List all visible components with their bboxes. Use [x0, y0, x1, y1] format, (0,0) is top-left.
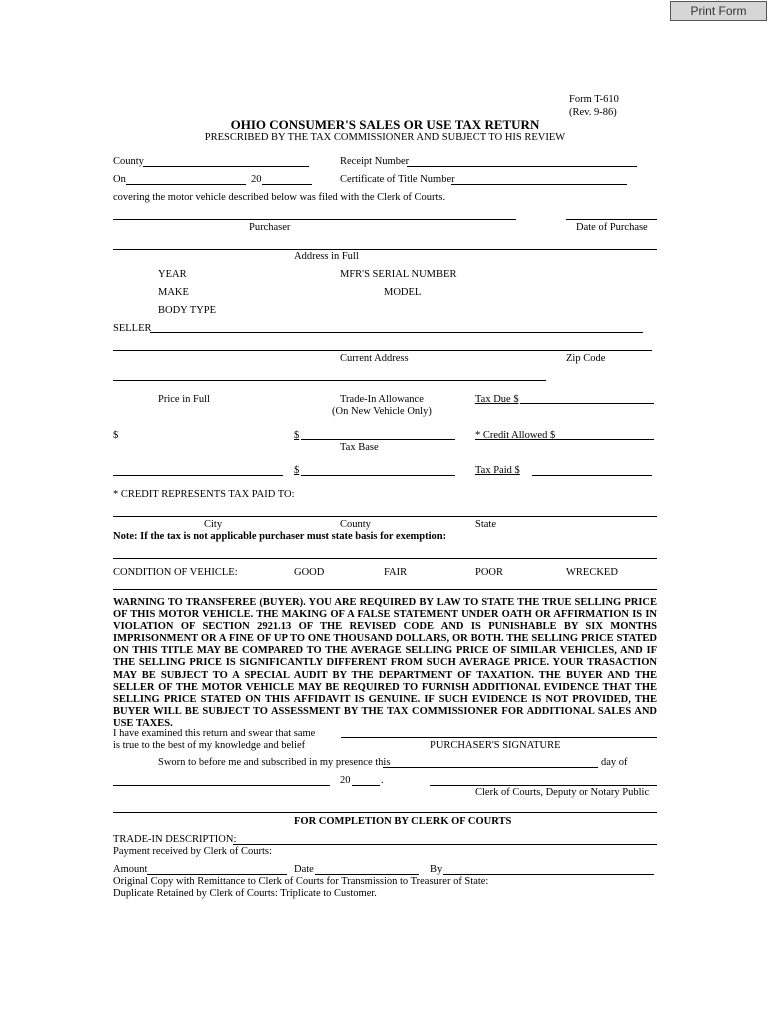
receipt-number-field[interactable]	[407, 166, 637, 167]
form-number: Form T-610	[569, 94, 619, 105]
clerk-label: Clerk of Courts, Deputy or Notary Public	[475, 787, 650, 798]
condition-label: CONDITION OF VEHICLE:	[113, 567, 238, 578]
sworn-month-field[interactable]	[113, 785, 330, 786]
on-date-field[interactable]	[126, 184, 246, 185]
on-label: On	[113, 174, 126, 185]
by-label: By	[430, 864, 443, 875]
tax-base-dollar-sign: $	[294, 465, 300, 476]
credit-allowed-label: * Credit Allowed $	[475, 430, 556, 441]
condition-fair[interactable]: FAIR	[384, 567, 408, 578]
address-label: Address in Full	[294, 251, 359, 262]
clerk-section-heading: FOR COMPLETION BY CLERK OF COURTS	[294, 816, 512, 827]
form-revision: (Rev. 9-86)	[569, 107, 617, 118]
sworn-text: Sworn to before me and subscribed in my presence this	[158, 757, 391, 768]
page-title: OHIO CONSUMER'S SALES OR USE TAX RETURN	[230, 117, 540, 132]
warning-text: WARNING TO TRANSFEREE (BUYER). YOU ARE REQUIRED BY LAW TO STATE THE TRUE SELLING PRICE OF THIS MOTOR VEHICLE. THE MAKING OF A FALSE STATEMENT UNDER OATH OR AFFIRMATION IS IN VIOLATION OF SECTION 2921.13 OF THE REVISED CODE AND IS PUNISHABLE BY SIX MONTHS IMPRISONMENT OR A FINE OF UP TO ONE THOUSAND DOLLARS, OR BOTH. THE SELLING PRICE STATED ON THIS TITLE MAY BE COMPARED TO THE AVERAGE SELLING PRICE OF SIMILAR VEHICLES, AND IF THE SELLING PRICE IS SIGNIFICANTLY DIFFERENT FROM SUCH AVERAGE PRICE. YOUR TRASACTION MAY BE SUBJECT TO A SPECIAL AUDIT BY THE DEPARTMENT OF TAXATION. THE BUYER AND THE SELLER OF THE MOTOR VEHICLE MAY BE REQUIRED TO FURNISH ADDITIONAL EVIDENCE THAT THE SELLING PRICE STATED ON THIS AFFIDAVIT IS GENUINE. IF SUCH EVIDENCE IS NOT PROVIDED, THE BUYER WILL BE SUBJECT TO ASSESSMENT BY THE TAX COMMISSIONER FOR ADDITIONAL SALES AND USE TAXES.	[113, 597, 657, 729]
amount-field[interactable]	[147, 874, 287, 875]
new-vehicle-label: (On New Vehicle Only)	[332, 406, 432, 417]
state-label: State	[475, 519, 496, 530]
sworn-day-field[interactable]	[383, 767, 598, 768]
tax-paid-label: Tax Paid $	[475, 465, 520, 476]
address-field[interactable]	[113, 249, 657, 250]
day-of-label: day of	[601, 757, 628, 768]
divider-2	[113, 812, 657, 813]
payment-received-label: Payment received by Clerk of Courts:	[113, 846, 272, 857]
condition-good[interactable]: GOOD	[294, 567, 325, 578]
tax-due-label: Tax Due $	[475, 394, 519, 405]
covering-text: covering the motor vehicle described below was filed with the Clerk of Courts.	[113, 192, 446, 203]
year-20-label: 20	[251, 174, 262, 185]
seller-field[interactable]	[150, 332, 643, 333]
year-field[interactable]	[262, 184, 312, 185]
sworn-20-label: 20	[340, 775, 351, 786]
seller-address-line[interactable]	[113, 380, 546, 381]
city-label: City	[204, 519, 223, 530]
print-form-button[interactable]: Print Form	[670, 1, 767, 21]
credit-note: * CREDIT REPRESENTS TAX PAID TO:	[113, 489, 295, 500]
condition-wrecked[interactable]: WRECKED	[566, 567, 618, 578]
certificate-field[interactable]	[451, 184, 627, 185]
county-field[interactable]	[143, 166, 309, 167]
exemption-note: Note: If the tax is not applicable purchaser must state basis for exemption:	[113, 531, 447, 542]
date-of-purchase-field[interactable]	[566, 219, 657, 220]
by-field[interactable]	[443, 874, 654, 875]
purchaser-field[interactable]	[113, 219, 516, 220]
clerk-signature-field[interactable]	[430, 785, 657, 786]
trade-in-description-label: TRADE-IN DESCRIPTION:	[113, 834, 237, 845]
tax-base-label: Tax Base	[340, 442, 379, 453]
tax-paid-to-field[interactable]	[113, 516, 657, 517]
model-label: MODEL	[384, 287, 422, 298]
current-address-label: Current Address	[340, 353, 409, 364]
date-of-purchase-label: Date of Purchase	[576, 222, 648, 233]
receipt-number-label: Receipt Number	[340, 156, 410, 167]
date-label: Date	[294, 864, 314, 875]
body-type-label: BODY TYPE	[158, 305, 217, 316]
duplicate-copy-text: Duplicate Retained by Clerk of Courts: Triplicate to Customer.	[113, 888, 377, 899]
credit-allowed-field[interactable]	[554, 439, 654, 440]
price-in-full-field[interactable]	[113, 475, 283, 476]
date-field[interactable]	[315, 874, 419, 875]
oath-line-2: is true to the best of my knowledge and belief	[113, 740, 306, 751]
trade-in-dollar-sign: $	[294, 430, 300, 441]
tax-base-field[interactable]	[301, 475, 455, 476]
sworn-year-field[interactable]	[352, 785, 380, 786]
signature-label: PURCHASER'S SIGNATURE	[430, 740, 561, 751]
purchaser-label: Purchaser	[249, 222, 291, 233]
tax-paid-field[interactable]	[532, 475, 652, 476]
serial-number-label: MFR'S SERIAL NUMBER	[340, 269, 457, 280]
county-location-label: County	[340, 519, 371, 530]
condition-poor[interactable]: POOR	[475, 567, 504, 578]
zip-code-label: Zip Code	[566, 353, 606, 364]
period: .	[381, 775, 384, 786]
seller-label: SELLER	[113, 323, 152, 334]
trade-in-description-field[interactable]	[233, 844, 657, 845]
trade-in-field[interactable]	[301, 439, 455, 440]
trade-in-label: Trade-In Allowance	[340, 394, 424, 405]
price-in-full-label: Price in Full	[158, 394, 210, 405]
signature-field[interactable]	[341, 737, 657, 738]
amount-label: Amount	[113, 864, 148, 875]
current-address-field[interactable]	[113, 350, 652, 351]
divider	[113, 589, 657, 590]
tax-due-field[interactable]	[520, 403, 654, 404]
price-dollar-sign: $	[113, 430, 119, 441]
make-label: MAKE	[158, 287, 189, 298]
year-label: YEAR	[158, 269, 187, 280]
certificate-label: Certificate of Title Number	[340, 174, 455, 185]
oath-line-1: I have examined this return and swear that same	[113, 728, 316, 739]
county-label: County	[113, 156, 144, 167]
original-copy-text: Original Copy with Remittance to Clerk of Courts for Transmission to Treasurer of State:	[113, 876, 489, 887]
exemption-field[interactable]	[113, 558, 657, 559]
page-subtitle: PRESCRIBED BY THE TAX COMMISSIONER AND SUBJECT TO HIS REVIEW	[204, 132, 566, 143]
